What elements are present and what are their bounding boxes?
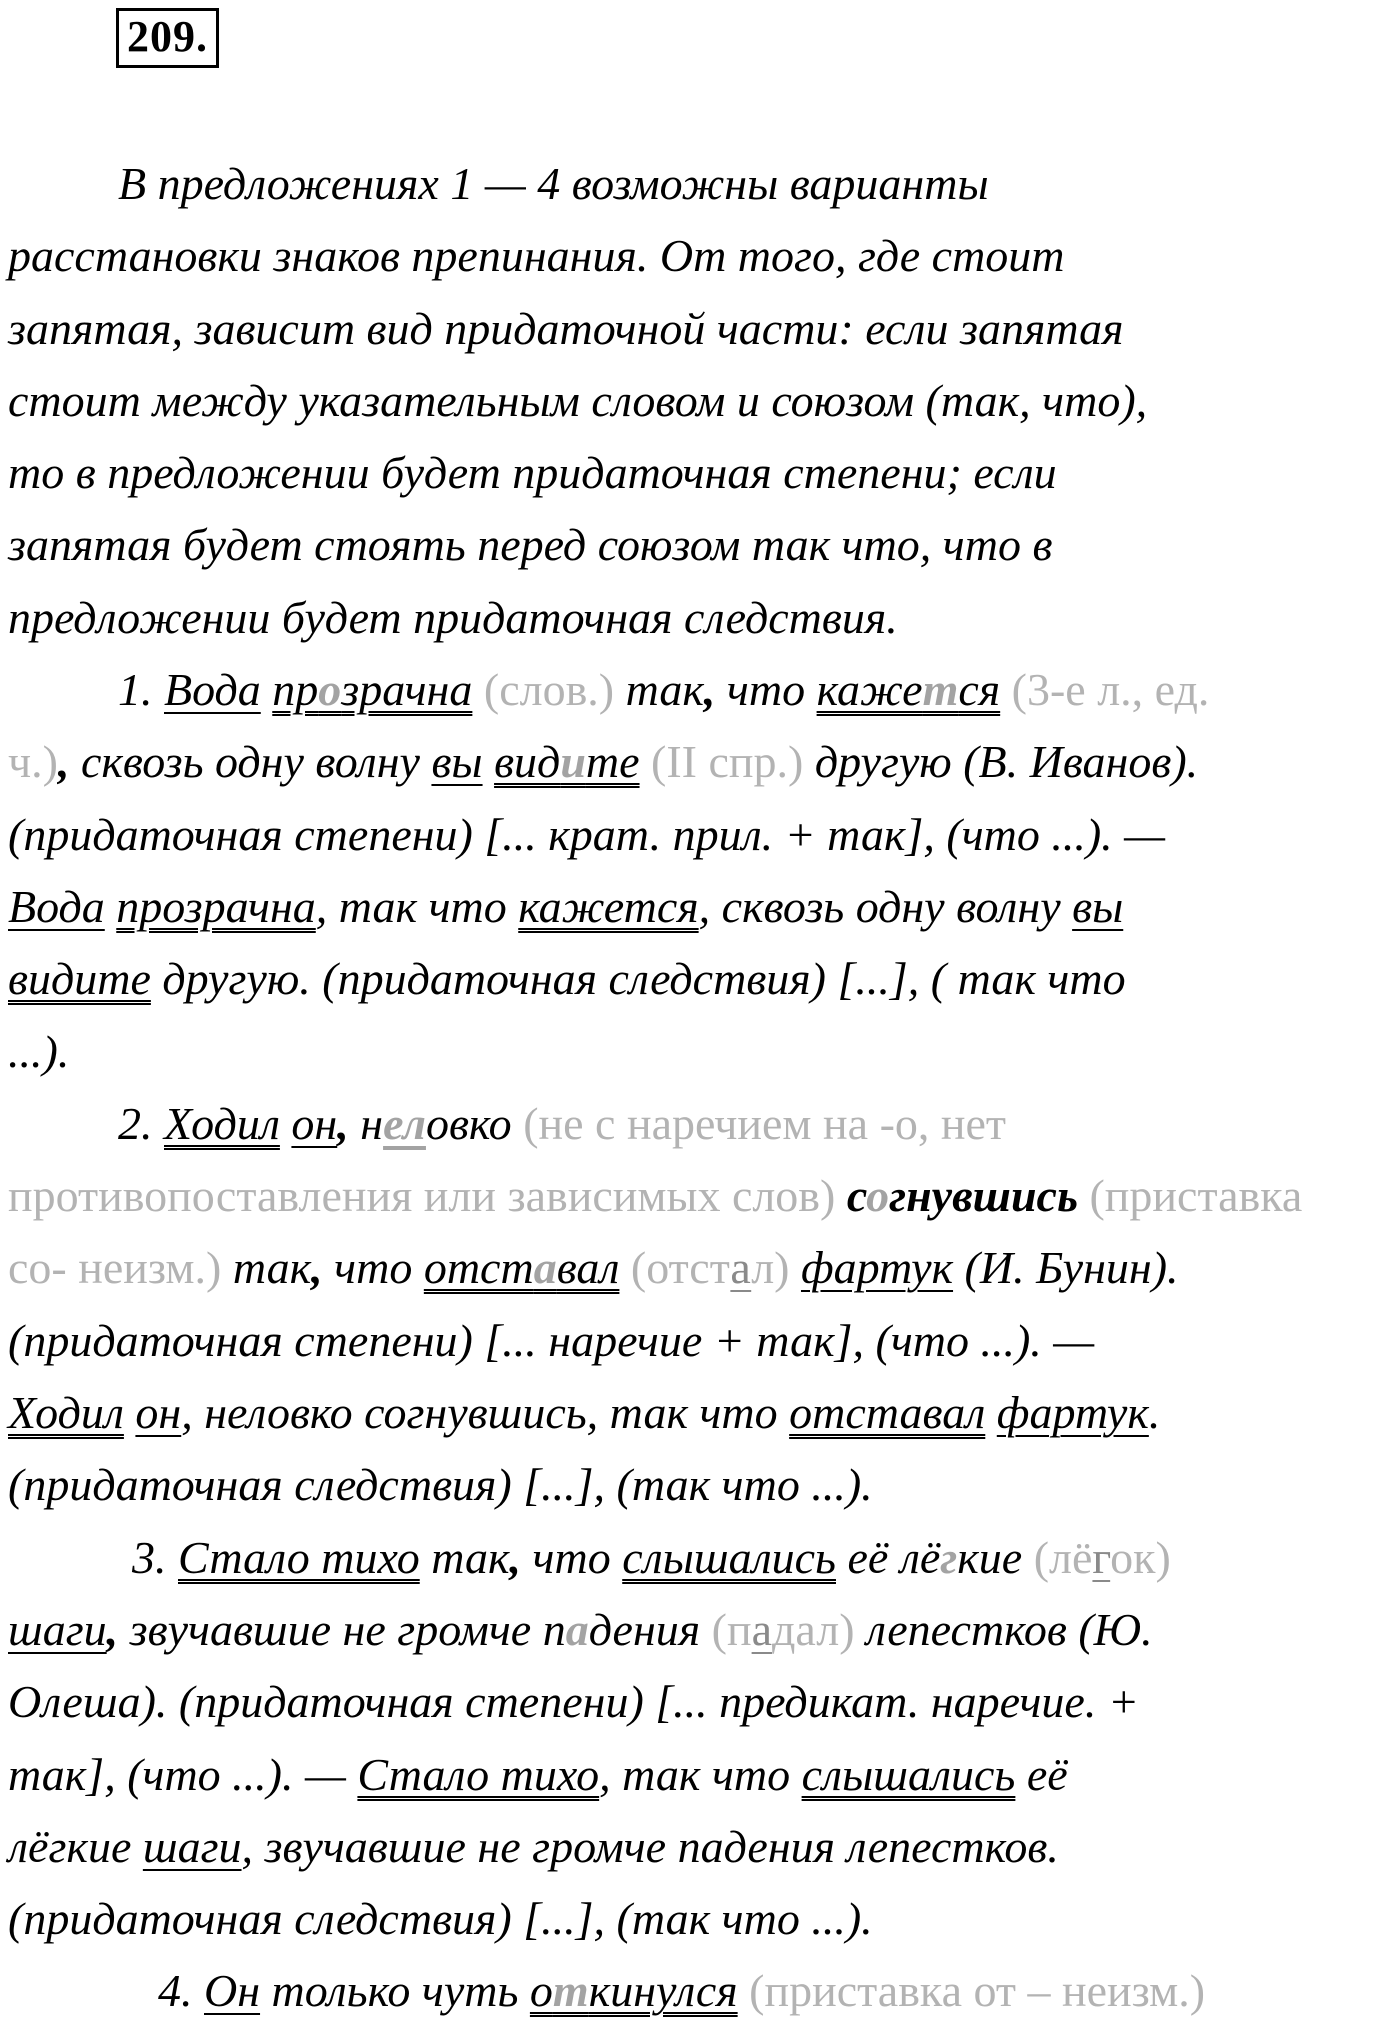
text: её [1026,1748,1068,1800]
text: что [334,1242,413,1294]
sentence-2-line [8,1377,1394,1449]
sentence-number: 4. [158,1965,193,2017]
text: сквозь одну волну [80,736,420,788]
sentence-3-line [8,1811,1394,1883]
grammar-comment: противопоставления или зависимых слов) [8,1170,836,1222]
grammar-comment: (не с наречием на -о, нет [523,1097,1007,1149]
sentence-1-line [8,654,1394,726]
bold-comma: , [106,1603,119,1655]
text: лепестков (Ю. [866,1603,1153,1655]
predicate-word: кажется [518,880,699,932]
sentence-2-line [8,1088,1394,1160]
word-part: отст [423,1242,534,1294]
grammar-comment: (слов.) [483,664,615,716]
comment-letter: а [730,1242,752,1294]
predicate-word: отставал [789,1387,986,1439]
text: другую (В. Иванов). [814,736,1199,788]
subject-word: вы [1072,880,1124,932]
text: , так что [599,1748,791,1800]
grammar-comment [712,1604,855,1655]
sentence-3-line [8,1666,1394,1738]
subject-word: шаги [8,1603,107,1655]
text: , неловко согнувшись, так что [181,1387,778,1439]
scheme-text: (придаточная следствия) [...], (так что ...). [8,1893,873,1945]
sentence-number: 1. [118,664,153,716]
grammar-comment: (II спр.) [651,736,804,788]
intro-line [8,293,1394,365]
intro-text: В предложениях 1 — 4 возможны варианты [118,158,989,209]
text: так [625,664,704,716]
word-part: вал [556,1242,620,1294]
highlighted-letter: г [940,1531,958,1583]
predicate-word [272,664,472,715]
grammar-comment: (приставка от – неизм.) [749,1965,1206,2017]
subject-word: Вода [8,880,105,932]
bold-comma: , [57,736,70,788]
text: , звучавшие не громче падения лепестков. [241,1820,1059,1872]
sentence-number: 2. [118,1097,153,1149]
bold-comma: , [337,1097,349,1149]
predicate-word: слышались [801,1748,1016,1800]
intro-line [8,365,1394,437]
highlighted-letter: о [866,1170,890,1222]
predicate-word: Ходил [8,1387,124,1439]
intro-text: запятая будет стоять перед союзом так что, что в [8,519,1053,571]
word [847,1532,1022,1583]
sentence-2-line [8,1449,1394,1521]
intro-text: расстановки знаков препинания. От того, где стоит [8,230,1065,282]
task-number: 209. [116,8,219,68]
subject-word: шаги [142,1820,242,1872]
grammar-comment: (3-е л., ед. [1011,664,1210,716]
predicate-word: прозрачна [116,880,316,932]
scheme-text: (придаточная степени) [... крат. прил. + так], (что ...). — [8,808,1166,860]
predicate-word: Ходил [164,1097,280,1149]
sentence-3-line [8,1594,1394,1666]
comment-part: ок) [1110,1531,1171,1583]
intro-line [8,148,1394,220]
predicate-word [530,1965,738,2016]
scheme-text: (придаточная степени) [... наречие + так], (что ...). — [8,1314,1095,1366]
word-part: каже [816,664,923,716]
subject-word: фартук [800,1242,954,1294]
bold-comma: , [509,1531,522,1583]
subject-word: вы [431,736,483,788]
text: , сквозь одну волну [698,880,1061,932]
text: так [232,1242,312,1294]
bold-comma: , [703,664,716,716]
intro-line [8,437,1394,509]
sentence-number: 3. [132,1531,167,1583]
sentence-1-line [8,943,1394,1015]
intro-line [8,582,1394,654]
text: так [431,1531,510,1583]
highlighted-letter: и [560,736,586,788]
sentence-3-line [8,1739,1394,1811]
comment-part: (лё [1033,1531,1093,1583]
highlighted-letter: т [552,1965,589,2017]
comment-part: (отст [630,1242,731,1294]
word-part: о [529,1965,553,2017]
grammar-comment: ч.) [8,736,58,788]
scheme-text: так], (что ...). — [8,1748,346,1800]
word-part: те [585,736,640,788]
highlighted-letter: ел [383,1097,426,1149]
text: что [726,664,806,716]
predicate-word [817,664,1001,715]
intro-text: предложении будет придаточная следствия. [8,591,898,643]
intro-line [8,509,1394,581]
sentence-1-line [8,871,1394,943]
word-part: овко [425,1097,512,1149]
sentence-1-line [8,726,1394,798]
predicate-word: слышались [622,1531,836,1583]
sentence-1-line [8,799,1394,871]
word-part: с [846,1170,867,1222]
highlighted-letter: т [922,664,959,716]
grammar-comment [631,1242,790,1293]
word-part: вид [494,736,561,788]
text: дения [588,1603,701,1655]
text: . [1148,1387,1161,1439]
sentence-3-line [8,1883,1394,1955]
predicate-word: Стало тихо [178,1531,420,1583]
word-part: гнувшись [889,1170,1078,1222]
word-part: пр [272,664,319,716]
predicate-word [424,1242,620,1293]
sentence-3-line [8,1522,1394,1594]
highlighted-letter: о [318,664,342,716]
predicate-word: Стало тихо [357,1748,600,1800]
scheme-text: (придаточная следствия) [...], (так что ...). [8,1459,873,1511]
subject-word: фартук [996,1387,1149,1439]
text: звучавшие не громче п [129,1603,566,1655]
text: лёгкие [8,1820,132,1872]
scheme-text: Олеша). (придаточная степени) [... предикат. наречие. + [8,1676,1139,1728]
sentence-2-line [8,1160,1394,1232]
intro-line [8,220,1394,292]
grammar-comment: со- неизм.) [8,1242,222,1294]
predicate-word: видите [8,953,151,1005]
grammar-comment [1034,1532,1171,1583]
bold-word [847,1170,1078,1221]
sentence-1-line [8,1016,1394,1088]
subject-word: он [291,1097,338,1149]
word-part: ся [958,664,1001,716]
highlighted-letter: а [565,1603,589,1655]
text: только чуть [271,1965,519,2017]
text: другую. (придаточная следствия) [...], ( так что [162,953,1126,1005]
comment-part: (п [711,1603,752,1655]
text: (И. Бунин). [964,1242,1179,1294]
bold-comma: , [311,1242,323,1294]
text: что [532,1531,611,1583]
sentence-2-line [8,1232,1394,1304]
intro-text: то в предложении будет придаточная степени; если [8,447,1057,499]
subject-word: он [135,1387,182,1439]
sentence-2-line [8,1305,1394,1377]
text: ...). [8,1025,70,1077]
predicate-word [494,736,639,787]
word-part: кинулся [588,1965,738,2017]
comment-letter: а [751,1603,773,1655]
word-part: зрачна [341,664,473,716]
word-part: кие [957,1531,1023,1583]
comment-part: л) [751,1242,790,1294]
word-part: н [360,1097,384,1149]
exercise-text [8,148,1394,2028]
sentence-4-line [8,1955,1394,2027]
intro-text: запятая, зависит вид придаточной части: если запятая [8,302,1124,354]
grammar-comment: (приставка [1089,1170,1303,1222]
text: , так что [315,880,507,932]
subject-word: Вода [164,664,261,716]
subject-word: Он [204,1965,261,2017]
highlighted-letter: а [533,1242,557,1294]
comment-part: дал) [772,1603,855,1655]
word-part: её лё [847,1531,941,1583]
intro-text: стоит между указательным словом и союзом (так, что), [8,374,1148,426]
comment-letter: г [1092,1531,1111,1583]
